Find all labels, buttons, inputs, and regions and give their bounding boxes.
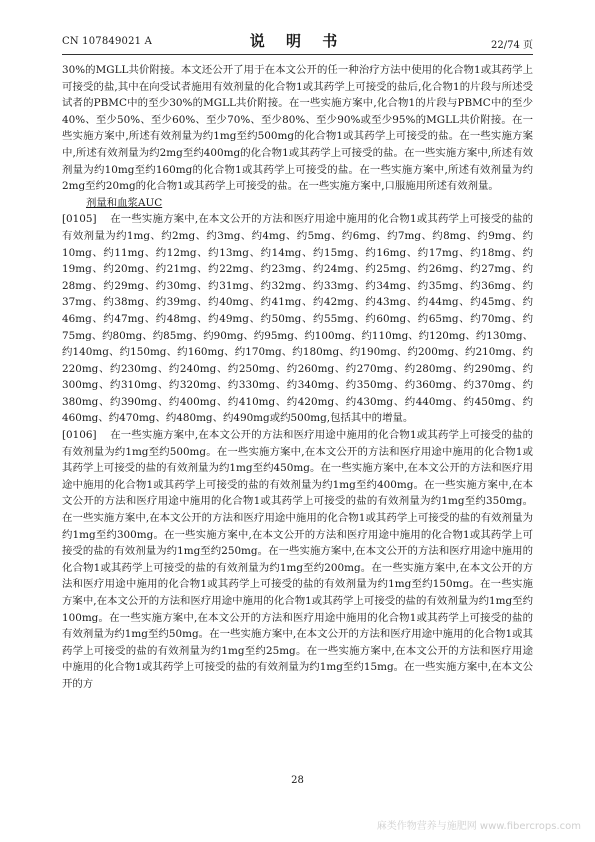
paragraph-number: [0106] [62,429,97,442]
header-divider [62,54,533,55]
watermark: 麻类作物营养与施肥网 www.fibercrops.com [376,821,581,832]
page-number: 28 [291,775,304,786]
intro-paragraph: 30%的MGLL共价附接。本文还公开了用于在本文公开的任一种治疗方法中使用的化合物1或其药学上可接受的盐,其中在向受试者施用有效剂量的化合物1或其药学上可接受的盐后,化合物1的片段与所述受试者的PBMC中的至少30%的MGLL共价附接。在一些实施方案中,化合物1的片段与PBMC中的至少40%、至少50%、至少60%、至少70%、至少80%、至少90%或至少95%的MGLL共价附接。在一些实施方案中,所述有效剂量为约1mg至约500mg的化合物1或其药学上可接受的盐。在一些实施方案中,所述有效剂量为约2mg至约400mg的化合物1或其药学上可接受的盐。在一些实施方案中,所述有效剂量为约10mg至约160mg的化合物1或其药学上可接受的盐。在一些实施方案中,所述有效剂量为约2mg至约20mg的化合物1或其药学上可接受的盐。在一些实施方案中,口服施用所述有效剂量。 [62,64,533,193]
document-body [62,62,533,782]
document-number: CN 107849021 A [62,36,153,47]
paragraph-text: 在一些实施方案中,在本文公开的方法和医疗用途中施用的化合物1或其药学上可接受的盐的有效剂量为约1mg至约500mg。在一些实施方案中,在本文公开的方法和医疗用途中施用的化合物1或其药学上可接受的盐的有效剂量为约1mg至约450mg。在一些实施方案中,在本文公开的方法和医疗用途中施用的化合物1或其药学上可接受的盐的有效剂量为约1mg至约400mg。在一些实施方案中,在本文公开的方法和医疗用途中施用的化合物1或其药学上可接受的盐的有效剂量为约1mg至约350mg。在一些实施方案中,在本文公开的方法和医疗用途中施用的化合物1或其药学上可接受的盐的有效剂量为约1mg至约300mg。在一些实施方案中,在本文公开的方法和医疗用途中施用的化合物1或其药学上可接受的盐的有效剂量为约1mg至约250mg。在一些实施方案中,在本文公开的方法和医疗用途中施用的化合物1或其药学上可接受的盐的有效剂量为约1mg至约200mg。在一些实施方案中,在本文公开的方法和医疗用途中施用的化合物1或其药学上可接受的盐的有效剂量为约1mg至约150mg。在一些实施方案中,在本文公开的方法和医疗用途中施用的化合物1或其药学上可接受的盐的有效剂量为约1mg至约100mg。在一些实施方案中,在本文公开的方法和医疗用途中施用的化合物1或其药学上可接受的盐的有效剂量为约1mg至约50mg。在一些实施方案中,在本文公开的方法和医疗用途中施用的化合物1或其药学上可接受的盐的有效剂量为约1mg至约25mg。在一些实施方案中,在本文公开的方法和医疗用途中施用的化合物1或其药学上可接受的盐的有效剂量为约1mg至约15mg。在一些实施方案中,在本文公开的方 [62,429,533,690]
page-title: 说 明 书 [249,32,346,50]
page-header [62,30,533,52]
paragraph-0106 [62,427,533,693]
page-indicator: 22/74 页 [491,40,533,51]
section-heading [62,195,533,212]
paragraph-number: [0105] [62,213,97,226]
paragraph-text: 在一些实施方案中,在本文公开的方法和医疗用途中施用的化合物1或其药学上可接受的盐的有效剂量为约1mg、约2mg、约3mg、约4mg、约5mg、约6mg、约7mg、约8mg、约9mg、约10mg、约11mg、约12mg、约13mg、约14mg、约15mg、约16mg、约17mg、约18mg、约19mg、约20mg、约21mg、约22mg、约23mg、约24mg、约25mg、约26mg、约27mg、约28mg、约29mg、约30mg、约31mg、约32mg、约33mg、约34mg、约35mg、约36mg、约37mg、约38mg、约39mg、约40mg、约41mg、约42mg、约43mg、约44mg、约45mg、约46mg、约47mg、约48mg、约49mg、约50mg、约55mg、约60mg、约65mg、约70mg、约75mg、约80mg、约85mg、约90mg、约95mg、约100mg、约110mg、约120mg、约130mg、约140mg、约150mg、约160mg、约170mg、约180mg、约190mg、约200mg、约210mg、约220mg、约230mg、约240mg、约250mg、约260mg、约270mg、约280mg、约290mg、约300mg、约310mg、约320mg、约330mg、约340mg、约350mg、约360mg、约370mg、约380mg、约390mg、约400mg、约410mg、约420mg、约430mg、约440mg、约450mg、约460mg、约470mg、约480mg、约490mg或约500mg,包括其中的增量。 [62,213,533,425]
paragraph-0105 [62,211,533,427]
section-heading-text: 剂量和血浆AUC [86,196,163,209]
